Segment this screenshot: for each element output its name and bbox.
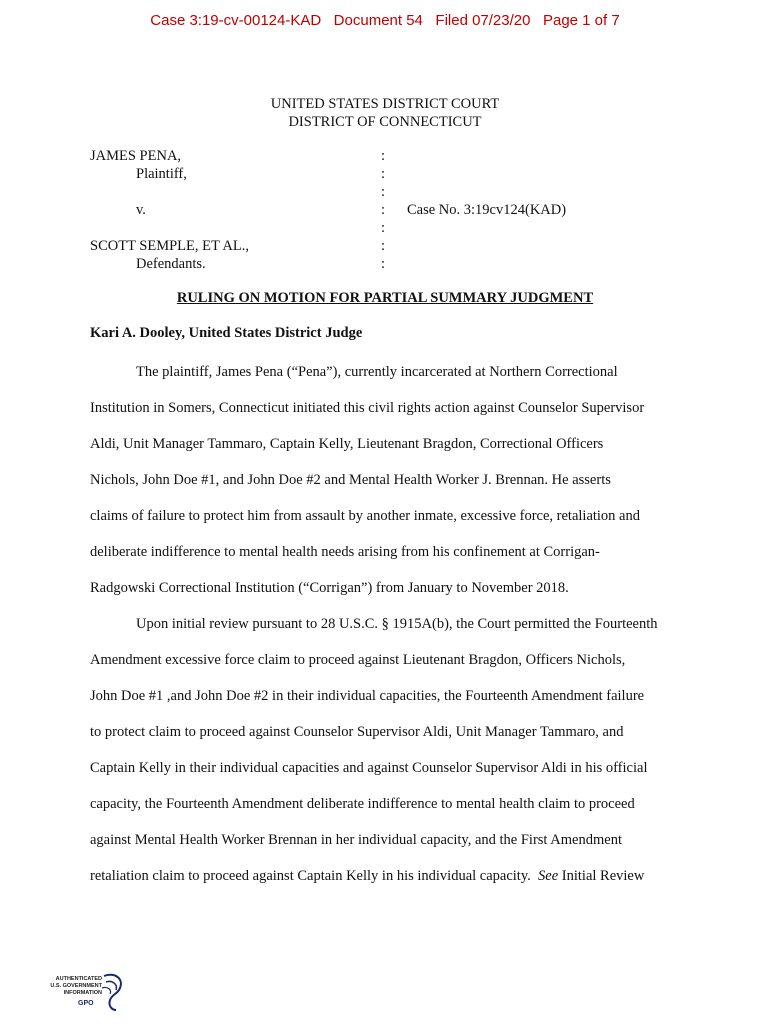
eagle-icon [98, 972, 126, 1012]
defendant-name: SCOTT SEMPLE, ET AL., [90, 238, 249, 254]
caption-colon: : [381, 184, 386, 200]
body-text [90, 354, 690, 894]
plaintiff-role: Plaintiff, [136, 166, 187, 182]
body-line-text: retaliation claim to proceed against Captain Kelly in his individual capacity. [90, 868, 531, 884]
gpo-authentication-seal [40, 970, 130, 1016]
seal-gpo: GPO [78, 1000, 94, 1007]
caption-colon: : [381, 220, 386, 236]
body-line: Upon initial review pursuant to 28 U.S.C. § 1915A(b), the Court permitted the Fourteenth [136, 616, 658, 632]
body-line: The plaintiff, James Pena (“Pena”), currently incarcerated at Northern Correctional [136, 364, 618, 380]
court-district: DISTRICT OF CONNECTICUT [288, 114, 482, 130]
seal-line-3: INFORMATION [63, 990, 102, 996]
body-line: Radgowski Correctional Institution (“Corrigan”) from January to November 2018. [90, 580, 569, 596]
body-line: deliberate indifference to mental health needs arising from his confinement at Corrigan- [90, 544, 600, 560]
body-line: Captain Kelly in their individual capacities and against Counselor Supervisor Aldi in his official [90, 760, 648, 776]
body-line: capacity, the Fourteenth Amendment deliberate indifference to mental health claim to proceed [90, 796, 635, 812]
court-name: UNITED STATES DISTRICT COURT [270, 96, 500, 112]
case-caption-parties [90, 147, 380, 273]
case-number: Case No. 3:19cv124(KAD) [407, 202, 567, 218]
body-line: Institution in Somers, Connecticut initiated this civil rights action against Counselor Supervisor [90, 400, 645, 416]
caption-colon: : [381, 166, 386, 182]
caption-colon: : [381, 238, 386, 254]
ruling-title: RULING ON MOTION FOR PARTIAL SUMMARY JUDGMENT [176, 290, 594, 306]
body-line: against Mental Health Worker Brennan in her individual capacity, and the First Amendment [90, 832, 622, 848]
body-line: claims of failure to protect him from assault by another inmate, excessive force, retaliation and [90, 508, 640, 524]
caption-colon: : [381, 148, 386, 164]
defendant-role: Defendants. [136, 256, 206, 272]
caption-colons [381, 147, 391, 273]
case-header: Case 3:19-cv-00124-KAD Document 54 Filed 07/23/20 Page 1 of 7 [150, 12, 620, 29]
body-line: to protect claim to proceed against Counselor Supervisor Aldi, Unit Manager Tammaro, and [90, 724, 624, 740]
body-line: John Doe #1 ,and John Doe #2 in their individual capacities, the Fourteenth Amendment failure [90, 688, 645, 704]
versus: v. [136, 202, 146, 218]
body-line: Aldi, Unit Manager Tammaro, Captain Kelly, Lieutenant Bragdon, Correctional Officers [90, 436, 604, 452]
caption-colon: : [381, 202, 386, 218]
citation-tail: Initial Review [558, 868, 645, 884]
caption-colon: : [381, 256, 386, 272]
judge-name: Kari A. Dooley, United States District Judge [90, 325, 363, 341]
see-citation: See [538, 868, 559, 884]
seal-text [40, 976, 102, 997]
seal-line-1: AUTHENTICATED [55, 976, 102, 982]
court-heading [0, 95, 770, 131]
seal-line-2: U.S. GOVERNMENT [50, 983, 102, 989]
body-line: Amendment excessive force claim to proceed against Lieutenant Bragdon, Officers Nichols, [90, 652, 626, 668]
body-line-last [90, 858, 690, 894]
plaintiff-name: JAMES PENA, [90, 148, 182, 164]
body-line: Nichols, John Doe #1, and John Doe #2 and Mental Health Worker J. Brennan. He asserts [90, 472, 611, 488]
